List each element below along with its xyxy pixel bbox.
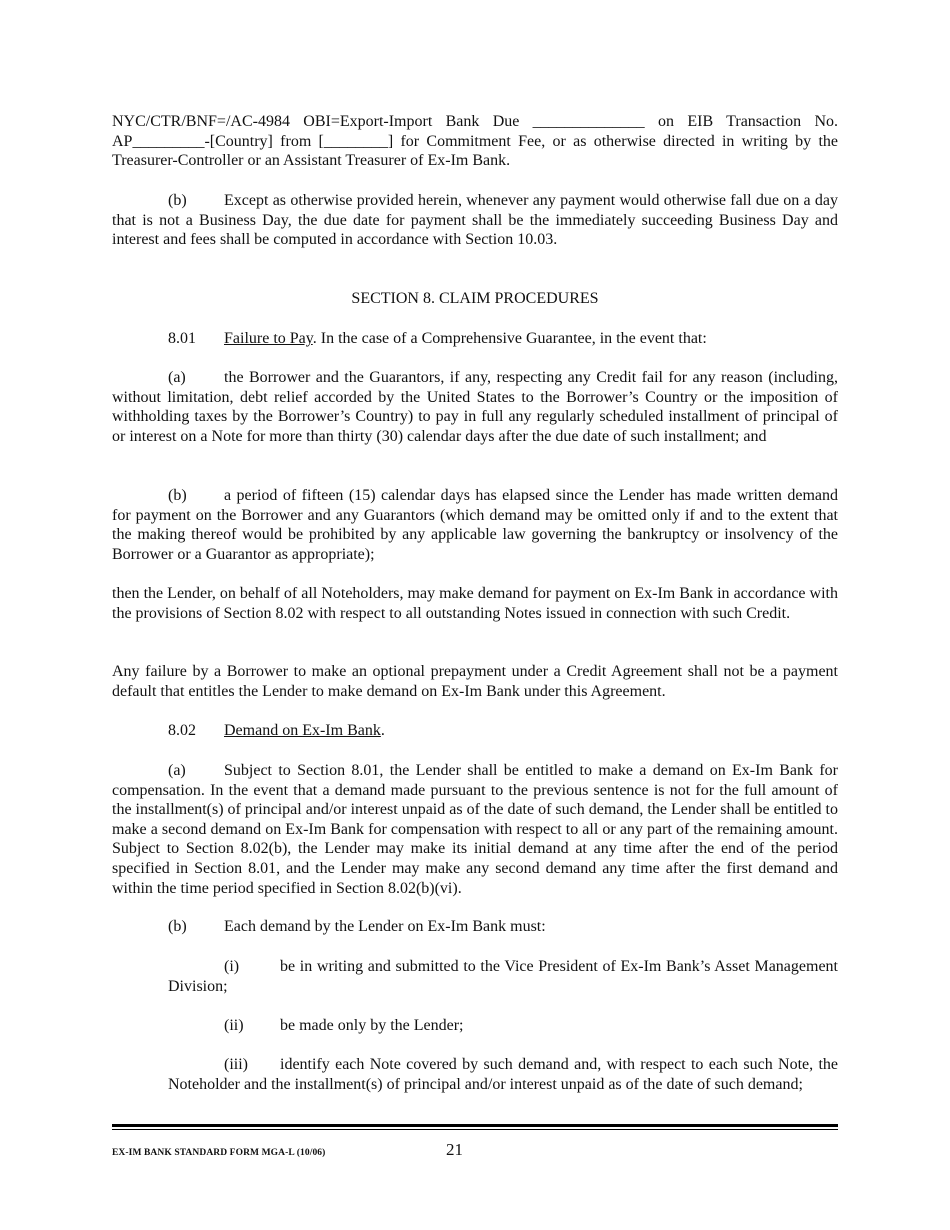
section-8-02-number: 8.02 bbox=[168, 722, 196, 739]
section-heading: SECTION 8. CLAIM PROCEDURES bbox=[351, 290, 599, 307]
clause-8-01-a-text: the Borrower and the Guarantors, if any, respecting any Credit fail for any reason (including, without limitation, debt relief accorded by the United States to the Borrower’s Country or the imposition of withholding taxes by the Borrower’s Country) to pay in full any regularly scheduled installment of principal of or interest on a Note for more than thirty (30) calendar days after the due date of such installment; and bbox=[112, 369, 838, 445]
section-8-01-title: Failure to Pay bbox=[224, 330, 313, 347]
clause-8-02-b-iii-label: (iii) bbox=[224, 1056, 248, 1073]
clause-8-02-b-i bbox=[168, 957, 838, 996]
paragraph-7b-text: Except as otherwise provided herein, whenever any payment would otherwise fall due on a day that is not a Business Day, the due date for payment shall be the immediately succeeding Business Day and interest and fees shall be computed in accordance with Section 10.03. bbox=[112, 192, 838, 249]
clause-8-01-b-text: a period of fifteen (15) calendar days has elapsed since the Lender has made written demand for payment on the Borrower and any Guarantors (which demand may be omitted only if and to the extent that the making thereof would be prohibited by any applicable law governing the bankruptcy or insolvency of the Borrower or a Guarantor as appropriate); bbox=[112, 487, 838, 563]
clause-8-01-a bbox=[112, 368, 838, 446]
clause-8-02-b-i-text: be in writing and submitted to the Vice President of Ex-Im Bank’s Asset Management Division; bbox=[168, 958, 838, 995]
clause-8-02-b bbox=[112, 917, 838, 937]
footer-rule-thick bbox=[112, 1124, 838, 1127]
clause-8-02-b-iii-text: identify each Note covered by such demand and, with respect to each such Note, the Noteholder and the installment(s) of principal and/or interest unpaid as of the date of such demand; bbox=[168, 1056, 838, 1093]
page-number: 21 bbox=[446, 1140, 463, 1159]
clause-8-02-b-ii-text: be made only by the Lender; bbox=[280, 1017, 464, 1034]
clause-8-01-b-label: (b) bbox=[168, 487, 187, 504]
clause-8-02-b-text: Each demand by the Lender on Ex-Im Bank must: bbox=[224, 918, 546, 935]
then-paragraph: then the Lender, on behalf of all Noteholders, may make demand for payment on Ex-Im Bank in accordance with the provisions of Section 8.02 with respect to all outstanding Notes issued in connection with such Credit. bbox=[112, 585, 838, 622]
clause-8-02-b-iii bbox=[168, 1055, 838, 1094]
clause-8-02-b-ii bbox=[224, 1016, 838, 1036]
wire-instructions-paragraph bbox=[112, 112, 838, 171]
section-8-01-number: 8.01 bbox=[168, 330, 196, 347]
wire-instructions-text: NYC/CTR/BNF=/AC-4984 OBI=Export-Import Bank Due ______________ on EIB Transaction No. AP_________-[Country] from [________] for Commitment Fee, or as otherwise directed in writing by the Treasurer-Controller or an Assistant Treasurer of Ex-Im Bank. bbox=[112, 113, 838, 170]
prepayment-paragraph: Any failure by a Borrower to make an optional prepayment under a Credit Agreement shall not be a payment default that entitles the Lender to make demand on Ex-Im Bank under this Agreement. bbox=[112, 663, 838, 700]
section-8-02-heading bbox=[112, 721, 838, 741]
footer-form-label: EX-IM BANK STANDARD FORM MGA-L (10/06) bbox=[112, 1148, 326, 1158]
clause-8-02-a bbox=[112, 761, 838, 898]
paragraph-7b-label: (b) bbox=[168, 192, 187, 209]
clause-8-01-a-label: (a) bbox=[168, 369, 186, 386]
footer-rule-thin bbox=[112, 1129, 838, 1130]
clause-8-02-a-label: (a) bbox=[168, 762, 186, 779]
clause-8-01-b bbox=[112, 486, 838, 564]
paragraph-7b bbox=[112, 191, 838, 250]
section-8-02-title-end: . bbox=[380, 722, 385, 739]
section-8-02-title: Demand on Ex-Im Bank bbox=[224, 722, 381, 739]
clause-8-02-b-ii-label: (ii) bbox=[224, 1017, 244, 1034]
clause-8-02-b-i-label: (i) bbox=[224, 958, 240, 975]
clause-8-02-b-label: (b) bbox=[168, 918, 187, 935]
section-8-01-heading bbox=[112, 329, 838, 349]
section-8-01-intro: . In the case of a Comprehensive Guarantee, in the event that: bbox=[312, 330, 707, 347]
clause-8-02-a-text: Subject to Section 8.01, the Lender shall be entitled to make a demand on Ex-Im Bank for compensation. In the event that a demand made pursuant to the previous sentence is not for the full amount of the installment(s) of principal and/or interest unpaid as of the date of such demand, the Lender shall be entitled to make a second demand on Ex-Im Bank for compensation with respect to all or any part of the remaining amount. Subject to Section 8.02(b), the Lender may make its initial demand at any time after the end of the period specified in Section 8.01, and the Lender may make any second demand any time after the first demand and within the time period specified in Section 8.02(b)(vi). bbox=[112, 762, 838, 897]
